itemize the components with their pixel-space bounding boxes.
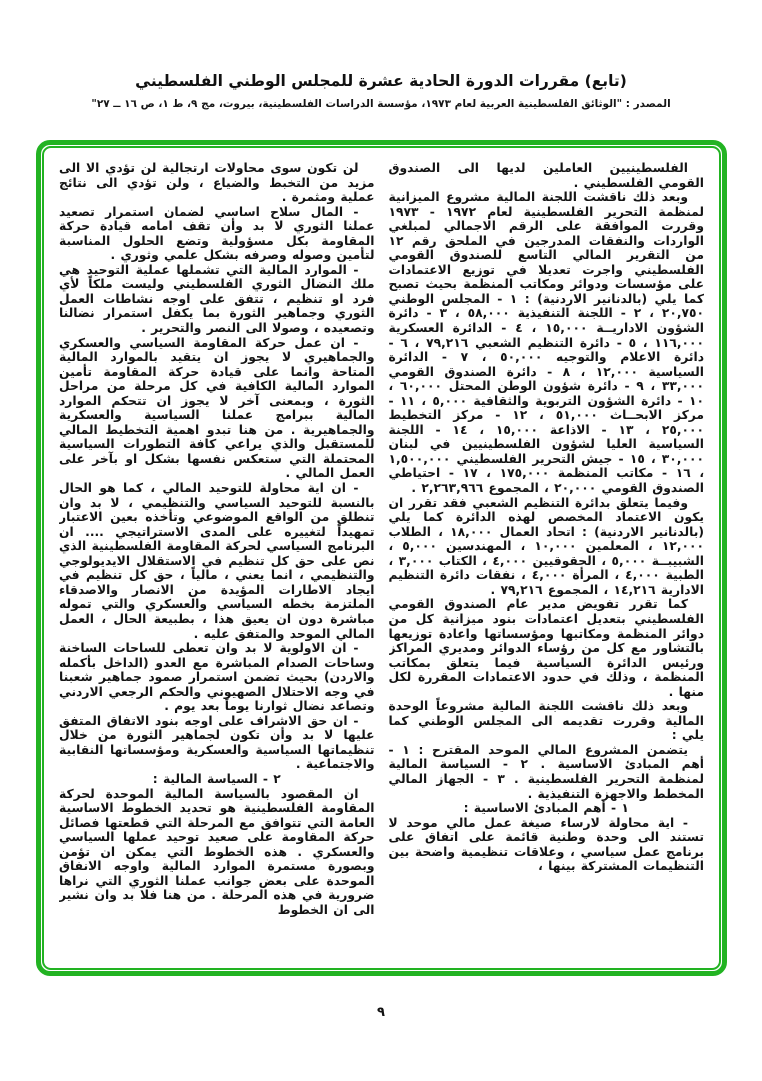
document-header [0,72,762,110]
left-text-column [59,161,375,957]
paragraph: وبعد ذلك ناقشت اللجنة المالية مشروع الميزانية لمنظمة التحرير الفلسطينية لعام ١٩٧٢ - ١٩٧٣ وقررت الموافقة على الرقم الاجمالي لمبلغي الواردات والنفقات المدرجين في الملحق رقم ١٢ من التقرير المالي التاسع للصندوق القومي الفلسطيني واجرت تعديلا في توزيع الاعتمادات على مؤسسات ودوائر ومكاتب المنظمة بحيث تصبح كما يلي (بالدنانير الاردنية) : ١ - المجلس الوطني ٢٠,٧٥٠ ، ٢ - اللجنة التنفيذية ٥٨,٠٠٠ ، ٣ - دائرة الشؤون الاداريــة ١٥,٠٠٠ ، ٤ - الدائرة العسكرية ١١٦,٠٠٠ ، ٥ - دائرة التنظيم الشعبي ٧٩,٢١٦ ، ٦ - دائرة الاعلام والتوجيه ٥٠,٠٠٠ ، ٧ - الدائرة السياسية ١٢,٠٠٠ ، ٨ - دائرة الصندوق القومي ٣٣,٠٠٠ ، ٩ - دائرة شؤون الوطن المحتل ٦٠,٠٠٠ ، ١٠ - دائرة الشؤون التربوية والثقافية ٥,٠٠٠ ، ١١ - مركز الابحــاث ٥١,٠٠٠ ، ١٢ - مركز التخطيط ٢٥,٠٠٠ ، ١٣ - الاذاعة ١٥,٠٠٠ ، ١٤ - اللجنة السياسية العليا لشؤون الفلسطينيين في لبنان ٣٠,٠٠٠ ، ١٥ - جيش التحرير الفلسطيني ١,٥٠٠,٠٠٠ ، ١٦ - مكاتب المنظمة ١٧٥,٠٠٠ ، ١٧ - احتياطي الصندوق القومي ٢٠,٠٠٠ ، المجموع ٢,٢٦٣,٩٦٦ . [388,190,704,496]
page-number: ٩ [377,1005,385,1020]
section-heading: ٢ - السياسة المالية : [152,771,281,786]
paragraph: ان المقصود بالسياسة المالية الموحدة لحركة المقاومة الفلسطينية هو تحديد الخطوط الاساسية العامة التي تتوافق مع المرحلة التي قطعتها فصائل حركة المقاومة على صعيد توحيد عملها السياسي والعسكري . هذه الخطوط التي يمكن ان تؤمن وبصورة مستمرة الموارد المالية واوجه الانفاق الموحدة على بعض جوانب عملنا الثوري التي نراها ضرورية في هذه المرحلة . من هنا فلا بد وان نشير الى ان الخطوط [59,786,375,917]
paragraph: - ان اية محاولة للتوحيد المالي ، كما هو الحال بالنسبة للتوحيد السياسي والتنظيمي ، لا بد وان تنطلق من الواقع الموضوعي وتأخذه بعين الاعتبار تمهيداً لتغييره على المدى الاستراتيجي .... ان البرنامج السياسي لحركة المقاومة الفلسطينية الذي نص على حق كل تنظيم في الاستقلال الايديولوجي والتنظيمي ، انما يعني ، مالياً ، حق كل تنظيم في ايجاد الاطارات المؤيدة من الانصار والاصدقاء الملتزمة بخطه السياسي والعسكري والتي تموله مباشرة دون ان يعيق هذا ، بطبيعة الحال ، العمل المالي الموحد والمتفق عليه . [59,481,375,641]
green-border-frame [36,140,727,976]
paragraph: كما تقرر تفويض مدير عام الصندوق القومي الفلسطيني بتعديل اعتمادات بنود ميزانية كل من دوائر المنظمة ومكاتبها ومؤسساتها واعادة توزيعها بالتشاور مع كل من رؤساء الدوائر ومديري المراكز ورئيس الدائرة السياسية فيما يتعلق بمكاتب المنظمة ، وذلك في حدود الاعتمادات المقررة لكل منها . [388,597,704,699]
right-text-column [389,161,705,957]
paragraph: الفلسطينيين العاملين لديها الى الصندوق القومي الفلسطيني . [388,161,704,190]
paragraph: - ان حق الاشراف على اوجه بنود الاتفاق المتفق عليها لا بد وأن تكون لجماهير الثورة من خلال تنظيماتها السياسية والعسكرية ومؤسساتها النقابية والاجتماعية . [59,713,375,772]
paragraph: - ان الاولوية لا بد وان تعطى للساحات الساخنة وساحات الصدام المباشرة مع العدو (الداخل بأكمله والاردن) بحيث تضمن استمرار صمود جماهير شعبنا في وجه الاحتلال الصهيوني والحكم الرجعي الاردني وتصاعد نضال ثوارنا يوماً بعد يوم . [59,641,375,714]
paragraph: - اية محاولة لارساء صيغة عمل مالي موحد لا تستند الى وحدة وطنية قائمة على اتفاق على برنامج عمل سياسي ، وعلاقات تنظيمية واضحة بين التنظيمات المشتركة بينها ، [388,815,704,874]
source-citation: المصدر : "الوثائق الفلسطينية العربية لعام ١٩٧٣، مؤسسة الدراسات الفلسطينية، بيروت، مج ٩، ط ١، ص ١٦ ــ ٢٧" [91,98,671,110]
paragraph: وبعد ذلك ناقشت اللجنة المالية مشروعاً الوحدة المالية وقررت تقديمه الى المجلس الوطني كما يلي : [388,699,704,743]
section-heading: ١ - أهم المبادئ الاساسية : [463,801,629,816]
paragraph: وفيما يتعلق بدائرة التنظيم الشعبي فقد تقرر ان يكون الاعتماد المخصص لهذه الدائرة كما يلي (بالدنانير الاردنية) : اتحاد العمال ١٨,٠٠٠ ، الطلاب ١٢,٠٠٠ ، المعلمين ١٠,٠٠٠ ، المهندسين ٥,٠٠٠ ، الشبيبــة ٥,٠٠٠ ، الحقوقيين ٤,٠٠٠ ، الكتاب ٣,٠٠٠ ، الطبية ٤,٠٠٠ ، المرأة ٤,٠٠٠ ، نفقات دائرة التنظيم الادارية ١٤,٢١٦ ، المجموع ٧٩,٢١٦ . [388,495,704,597]
document-body [49,151,714,965]
paragraph: - ان عمل حركة المقاومة السياسي والعسكري والجماهيري لا يجوز ان يتقيد بالموارد المالية المتاحة وانما على قيادة حركة المقاومة تأمين الموارد المالية الكافية في كل مرحلة من مراحل الثورة ، وبمعنى آخر لا يجوز ان تتحكم الموارد المالية ببرامج عملنا السياسية والعسكرية والجماهيرية . من هنا تبدو اهمية التخطيط المالي للمستقبل والذي يراعي كافة التطورات السياسية المحتملة التي ستعكس نفسها بشكل او بآخر على العمل المالي . [59,335,375,481]
paragraph: - الموارد المالية التي تشملها عملية التوحيد هي ملك النضال الثوري الفلسطيني وليست ملكاً لأي فرد او تنظيم ، تتفق على اوجه نشاطات العمل الثوري وجماهير الثورة بما يكفل استمرار نضالنا وتصعيده ، وصولا الى النصر والتحرير . [59,262,375,336]
paragraph: - المال سلاح اساسي لضمان استمرار تصعيد عملنا الثوري لا بد وأن تقف امامه قيادة حركة المقاومة بكل مسؤولية وتضع الحلول المناسبة لتأمين وصوله وصرفه بشكل علمي وثوري . [59,204,375,263]
paragraph: يتضمن المشروع المالي الموحد المقترح : ١ - أهم المبادئ الاساسية . ٢ - السياسة المالية لمنظمة التحرير الفلسطينية . ٣ - الجهاز المالي المخطط والاجهزة التنفيذية . [388,742,704,801]
paragraph: لن تكون سوى محاولات ارتجالية لن تؤدي الا الى مزيد من التخبط والضياع ، ولن تؤدي الى نتائج عملية ومثمرة . [59,161,375,205]
page-title: (تابع) مقررات الدورة الحادية عشرة للمجلس الوطني الفلسطيني [135,72,627,90]
